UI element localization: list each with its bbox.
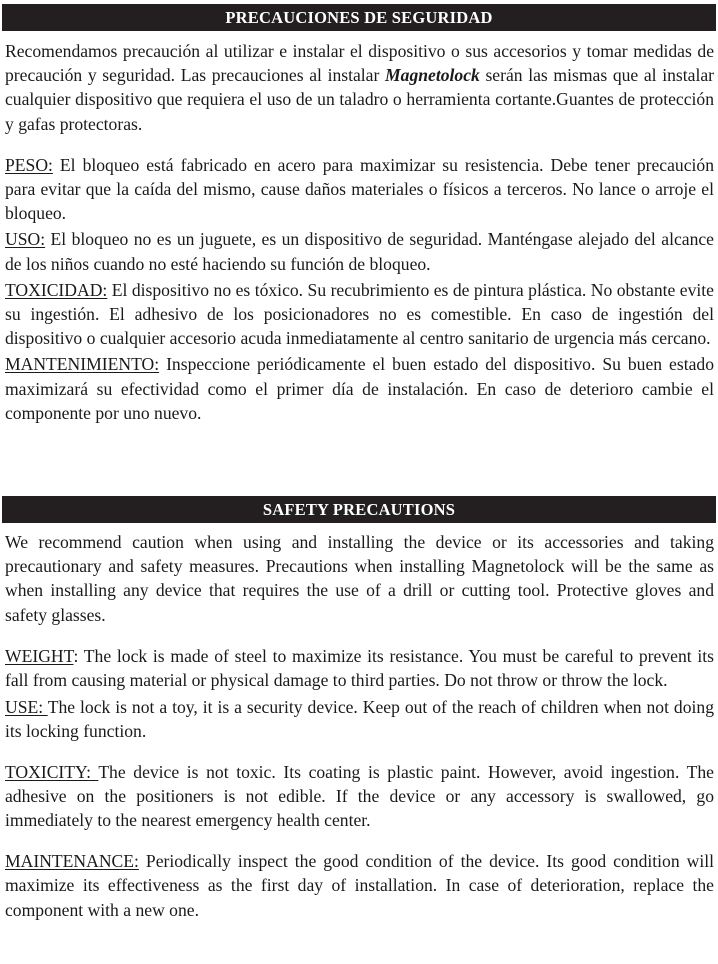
intro-text: We recommend caution when using and installing the device or its accessories and taking precautionary and safety measures. Precautions when installing Magnetolock will be the same as when installing any device that requires the use of a drill or cutting tool. Protective gloves and safety glasses. bbox=[5, 532, 714, 625]
intro-text-continued: serán las mismas que al instalar cualquier dispositivo que requiera el uso de un taladro o herramienta cortante.Guantes de protección y gafas protectoras. bbox=[5, 65, 714, 134]
toxicity-label: TOXICIDAD: bbox=[5, 279, 108, 300]
weight-text: : The lock is made of steel to maximize its resistance. You must be careful to prevent its fall from causing material or physical damage to third parties. Do not throw or throw the lock. bbox=[5, 645, 714, 691]
use-label: USO: bbox=[5, 229, 46, 250]
weight-label: WEIGHT bbox=[5, 645, 74, 666]
product-name: Magnetolock bbox=[385, 65, 480, 86]
toxicity-paragraph bbox=[0, 278, 718, 351]
toxicity-text: The device is not toxic. Its coating is plastic paint. However, avoid ingestion. The adhesive on the positioners is not edible. If the device or any accessory is swallowed, go immediately to the nearest emergency health center. bbox=[5, 761, 714, 831]
maintenance-paragraph bbox=[0, 352, 718, 425]
section-header: PRECAUCIONES DE SEGURIDAD bbox=[2, 4, 716, 31]
toxicity-paragraph bbox=[0, 760, 718, 833]
weight-paragraph bbox=[0, 153, 718, 226]
weight-label: PESO: bbox=[5, 154, 53, 175]
maintenance-text: Inspeccione periódicamente el buen estado del dispositivo. Su buen estado maximizará su efectividad como el primer día de instalación. En caso de deterioro cambie el componente por uno nuevo. bbox=[5, 354, 714, 423]
maintenance-paragraph bbox=[0, 849, 718, 922]
maintenance-label: MAINTENANCE: bbox=[5, 851, 139, 872]
spanish-section bbox=[0, 4, 718, 425]
maintenance-text: Periodically inspect the good condition of the device. Its good condition will maximize its effectiveness as the first day of installation. In case of deterioration, replace the component with a new one. bbox=[5, 851, 714, 920]
intro-paragraph bbox=[0, 39, 718, 136]
intro-paragraph bbox=[0, 530, 718, 627]
weight-paragraph bbox=[0, 644, 718, 692]
section-header: SAFETY PRECAUTIONS bbox=[2, 496, 716, 523]
use-paragraph bbox=[0, 227, 718, 275]
toxicity-label: TOXICITY: bbox=[5, 761, 99, 782]
use-text: The lock is not a toy, it is a security device. Keep out of the reach of children when not doing its locking function. bbox=[5, 697, 714, 742]
intro-text: Recomendamos precaución al utilizar e instalar el dispositivo o sus accesorios y tomar medidas de precaución y seguridad. Las precauciones al instalar bbox=[5, 41, 714, 86]
use-paragraph bbox=[0, 695, 718, 743]
use-text: El bloqueo no es un juguete, es un dispositivo de seguridad. Manténgase alejado del alcance de los niños cuando no esté haciendo su función de bloqueo. bbox=[5, 229, 714, 274]
weight-text: El bloqueo está fabricado en acero para maximizar su resistencia. Debe tener precaución para evitar que la caída del mismo, cause daños materiales o físicos a terceros. No lance o arroje el bloqueo. bbox=[5, 154, 714, 224]
maintenance-label: MANTENIMIENTO: bbox=[5, 354, 160, 375]
toxicity-text: El dispositivo no es tóxico. Su recubrimiento es de pintura plástica. No obstante evite su ingestión. El adhesivo de los posicionadores no es comestible. En caso de ingestión del dispositivo o cualquier accesorio acuda inmediatamente al centro sanitario de urgencia más cercano. bbox=[5, 279, 714, 349]
english-section bbox=[0, 496, 718, 922]
use-label: USE: bbox=[5, 697, 48, 718]
